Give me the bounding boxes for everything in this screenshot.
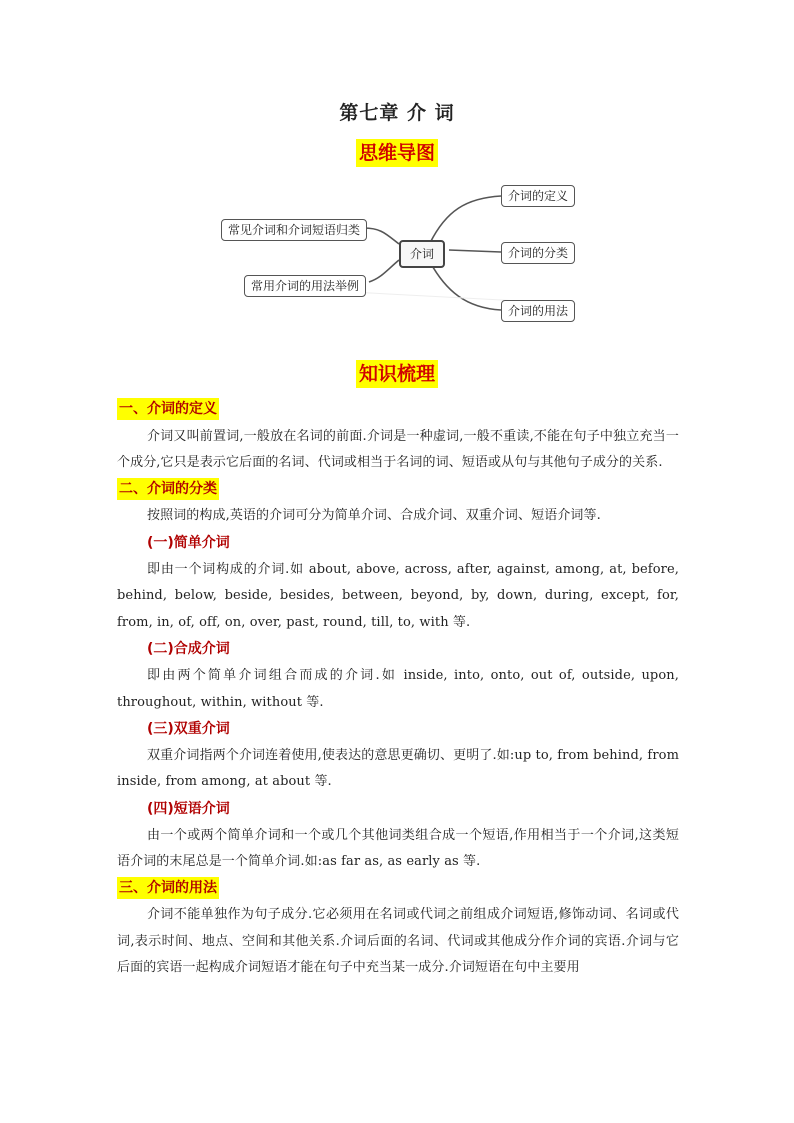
mindmap-banner: 思维导图 [356,139,438,167]
node-definition: 介词的定义 [501,185,575,207]
paragraph-double: 双重介词指两个介词连着使用,使表达的意思更确切、更明了.如:up to, from behind, from inside, from among, at about 等. [117,747,679,790]
subheading-simple: (一)简单介词 [147,534,230,551]
mindmap-diagram [216,176,582,326]
node-classification: 介词的分类 [501,242,575,264]
paragraph-classification: 按照词的构成,英语的介词可分为简单介词、合成介词、双重介词、短语介词等. [147,508,601,524]
connector-definition [430,196,501,243]
subheading-double: (三)双重介词 [147,721,230,738]
connector-usage [430,262,501,310]
connector-classification [449,250,501,252]
paragraph-simple: 即由一个词构成的介词.如 about, above, across, after, against, among, at, before, behind, below, beside, besides, between, beyond, by, down, during, except, for, from, in, of, off, on, over, past, round, till, to, with 等. [117,561,679,630]
section-heading-classification: 二、介词的分类 [117,478,219,500]
chapter-title: 第七章 介 词 [339,102,455,124]
knowledge-banner: 知识梳理 [356,360,438,388]
node-common-prepositions: 常见介词和介词短语归类 [221,219,367,241]
node-center-preposition: 介词 [399,240,445,268]
paragraph-definition: 介词又叫前置词,一般放在名词的前面.介词是一种虚词,一般不重读,不能在句子中独立充当一个成分,它只是表示它后面的名词、代词或相当于名词的词、短语或从句与其他句子成分的关系. [117,428,679,471]
subheading-phrasal: (四)短语介词 [147,800,230,817]
knowledge-content [117,397,679,982]
paragraph-compound: 即由两个简单介词组合而成的介词.如 inside, into, onto, out of, outside, upon, throughout, within, without 等. [117,667,679,710]
section-heading-definition: 一、介词的定义 [117,398,219,420]
section-heading-usage: 三、介词的用法 [117,877,219,899]
node-usage: 介词的用法 [501,300,575,322]
connector-categories [364,228,399,244]
connector-examples [369,260,399,282]
subheading-compound: (二)合成介词 [147,641,230,658]
paragraph-usage: 介词不能单独作为句子成分.它必须用在名词或代词之前组成介词短语,修饰动词、名词或代词,表示时间、地点、空间和其他关系.介词后面的名词、代词或其他成分作介词的宾语.介词与它后面的宾语一起构成介词短语才能在句子中充当某一成分.介词短语在句中主要用 [117,907,679,976]
paragraph-phrasal: 由一个或两个简单介词和一个或几个其他词类组合成一个短语,作用相当于一个介词,这类短语介词的末尾总是一个简单介词.如:as far as, as early as 等. [117,827,679,870]
node-usage-examples: 常用介词的用法举例 [244,275,366,297]
